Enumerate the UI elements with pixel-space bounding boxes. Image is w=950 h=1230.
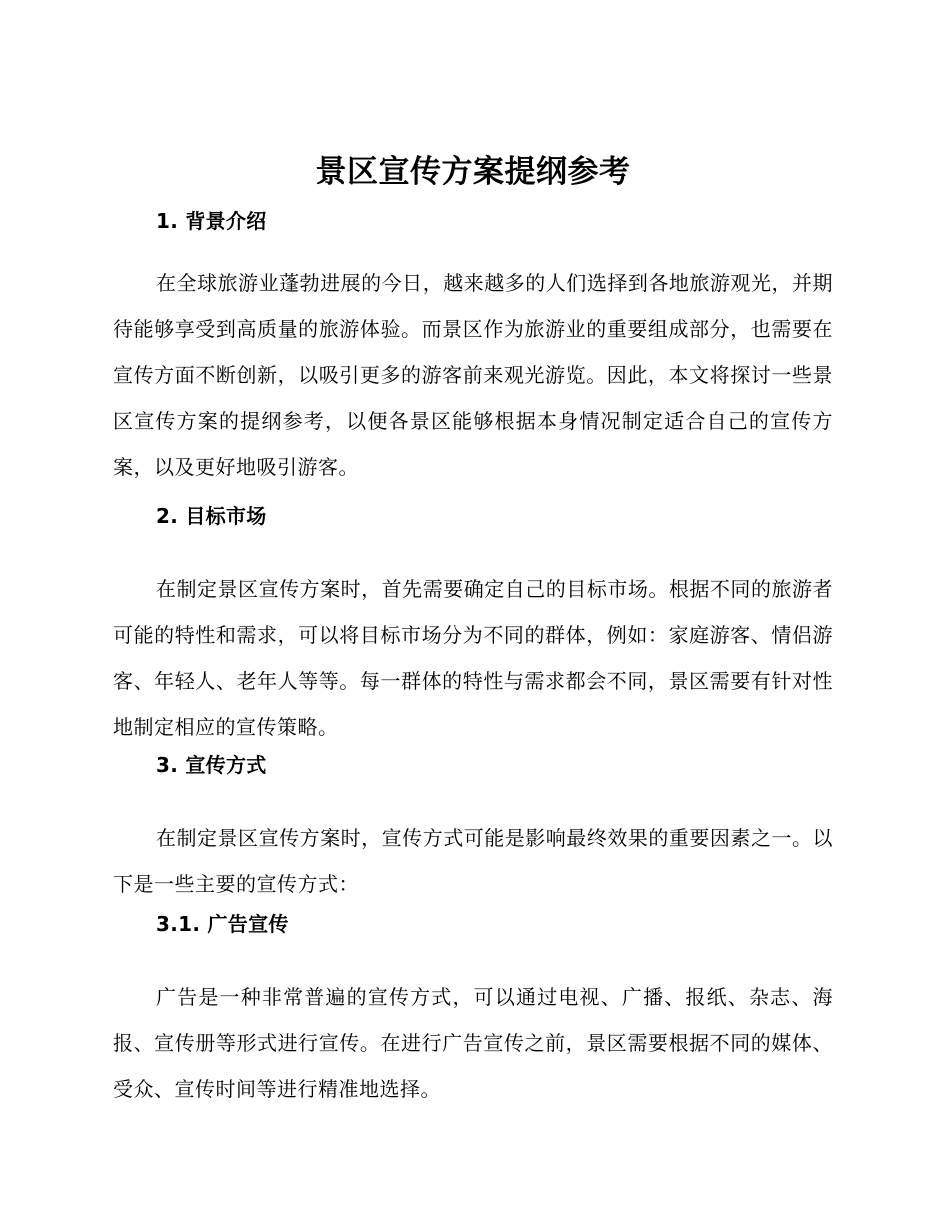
document-title: 景区宣传方案提纲参考 (315, 154, 631, 190)
section-heading: 2. 目标市场 (156, 504, 267, 528)
section-paragraph: 在全球旅游业蓬勃进展的今日，越来越多的人们选择到各地旅游观光，并期待能够享受到高质量的旅游体验。而景区作为旅游业的重要组成部分，也需要在宣传方面不断创新，以吸引更多的游客前来观光游览。因此，本文将探讨一些景区宣传方案的提纲参考，以便各景区能够根据本身情况制定适合自己的宣传方案，以及更好地吸引游客。 (113, 271, 833, 479)
section-heading: 3. 宣传方式 (156, 753, 267, 777)
section-target-market (113, 501, 833, 750)
section-advertising (113, 909, 833, 1112)
section-background (113, 206, 833, 490)
section-heading: 1. 背景介绍 (156, 209, 267, 233)
section-paragraph: 在制定景区宣传方案时，首先需要确定自己的目标市场。根据不同的旅游者可能的特性和需求，可以将目标市场分为不同的群体，例如：家庭游客、情侣游客、年轻人、老年人等等。每一群体的特性与需求都会不同，景区需要有针对性地制定相应的宣传策略。 (113, 577, 833, 739)
section-promotion-methods (113, 750, 833, 907)
section-paragraph: 广告是一种非常普遍的宣传方式，可以通过电视、广播、报纸、杂志、海报、宣传册等形式进行宣传。在进行广告宣传之前，景区需要根据不同的媒体、受众、宣传时间等进行精准地选择。 (113, 985, 833, 1101)
section-heading: 3.1. 广告宣传 (156, 912, 289, 936)
section-paragraph: 在制定景区宣传方案时，宣传方式可能是影响最终效果的重要因素之一。以下是一些主要的宣传方式： (113, 826, 833, 896)
